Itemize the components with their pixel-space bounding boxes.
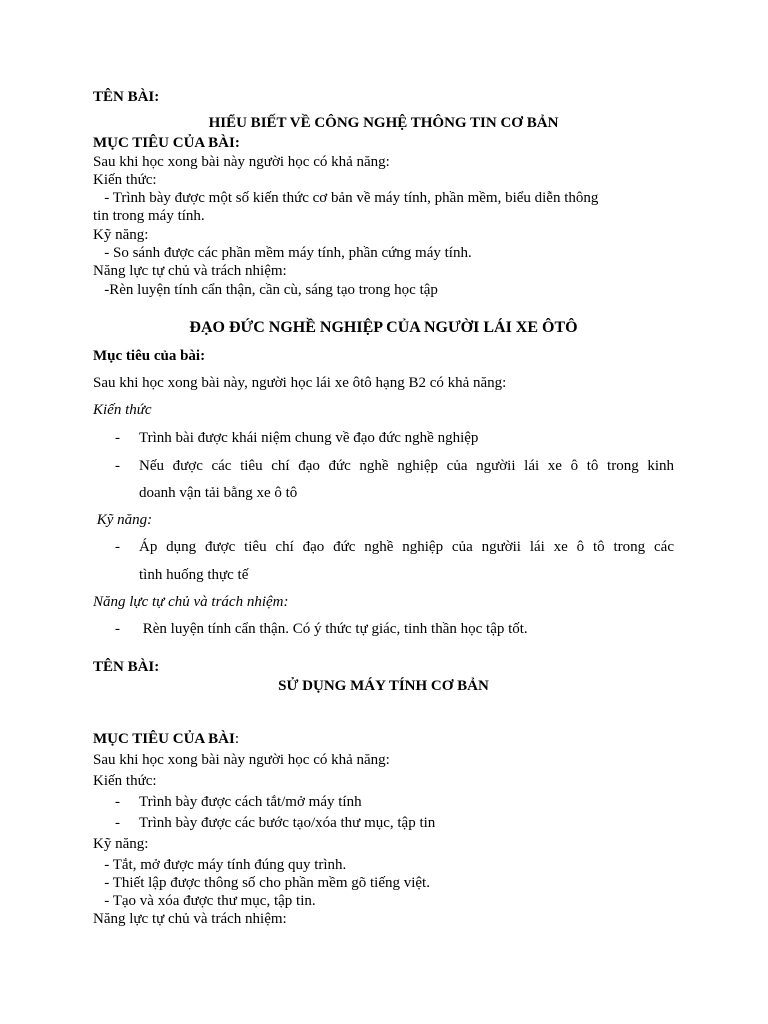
bullet-dash: - (115, 815, 120, 831)
autonomy-label: Năng lực tự chủ và trách nhiệm: (93, 594, 289, 610)
skills-item: - Thiết lập được thông số cho phần mềm gõ tiếng việt. (93, 875, 430, 891)
lesson-title: ĐẠO ĐỨC NGHỀ NGHIỆP CỦA NGƯỜI LÁI XE ÔTÔ (189, 319, 578, 336)
list-item: Trình bày được các bước tạo/xóa thư mục, tập tin (139, 815, 436, 831)
autonomy-label: Năng lực tự chủ và trách nhiệm: (93, 911, 287, 927)
list-item: Trình bày được cách tắt/mở máy tính (139, 794, 362, 810)
intro-text: Sau khi học xong bài này người học có khả năng: (93, 154, 390, 170)
knowledge-label: Kiến thức: (93, 773, 157, 789)
lesson-label: TÊN BÀI: (93, 659, 160, 675)
intro-text: Sau khi học xong bài này người học có khả năng: (93, 752, 390, 768)
skills-item: - Tạo và xóa được thư mục, tập tin. (93, 893, 316, 909)
objectives-heading: Mục tiêu của bài: (93, 348, 206, 364)
bullet-dash: - (115, 430, 120, 446)
list-item: Trình bài được khái niệm chung về đạo đức nghề nghiệp (139, 430, 479, 446)
bullet-dash: - (115, 621, 120, 637)
skills-label: Kỹ năng: (93, 836, 149, 852)
knowledge-item-continued: tin trong máy tính. (93, 208, 205, 224)
knowledge-label: Kiến thức: (93, 172, 157, 188)
objectives-heading-text: MỤC TIÊU CỦA BÀI (93, 731, 235, 747)
intro-text: Sau khi học xong bài này, người học lái xe ôtô hạng B2 có khả năng: (93, 375, 507, 391)
bullet-dash: - (115, 458, 120, 474)
knowledge-label: Kiến thức (93, 402, 152, 418)
autonomy-item: -Rèn luyện tính cẩn thận, cần cù, sáng tạo trong học tập (93, 282, 438, 298)
objectives-colon: : (234, 731, 239, 747)
bullet-dash: - (115, 539, 120, 555)
list-item: Áp dụng được tiêu chí đạo đức nghề nghiệp của ngườii lái xe ô tô trong các (139, 539, 674, 555)
bullet-dash: - (115, 794, 120, 810)
skills-label: Kỹ năng: (93, 512, 153, 528)
objectives-heading (93, 730, 674, 748)
skills-label: Kỹ năng: (93, 227, 149, 243)
autonomy-label: Năng lực tự chủ và trách nhiệm: (93, 263, 287, 279)
knowledge-item: - Trình bày được một số kiến thức cơ bản về máy tính, phần mềm, biểu diễn thông (93, 190, 599, 206)
lesson-label: TÊN BÀI: (93, 89, 160, 105)
list-item-continued: doanh vận tải bằng xe ô tô (139, 485, 298, 501)
list-item-continued: tình huống thực tế (139, 567, 249, 583)
lesson-title: SỬ DỤNG MÁY TÍNH CƠ BẢN (278, 678, 489, 694)
skills-item: - Tắt, mở được máy tính đúng quy trình. (93, 857, 347, 873)
lesson-title: HIỂU BIẾT VỀ CÔNG NGHỆ THÔNG TIN CƠ BẢN (208, 115, 559, 131)
list-item: Rèn luyện tính cẩn thận. Có ý thức tự giác, tinh thần học tập tốt. (139, 621, 528, 637)
objectives-heading: MỤC TIÊU CỦA BÀI: (93, 135, 240, 151)
skills-item: - So sánh được các phần mềm máy tính, phần cứng máy tính. (93, 245, 472, 261)
list-item: Nếu được các tiêu chí đạo đức nghề nghiệp của ngườii lái xe ô tô trong kinh (139, 458, 674, 474)
